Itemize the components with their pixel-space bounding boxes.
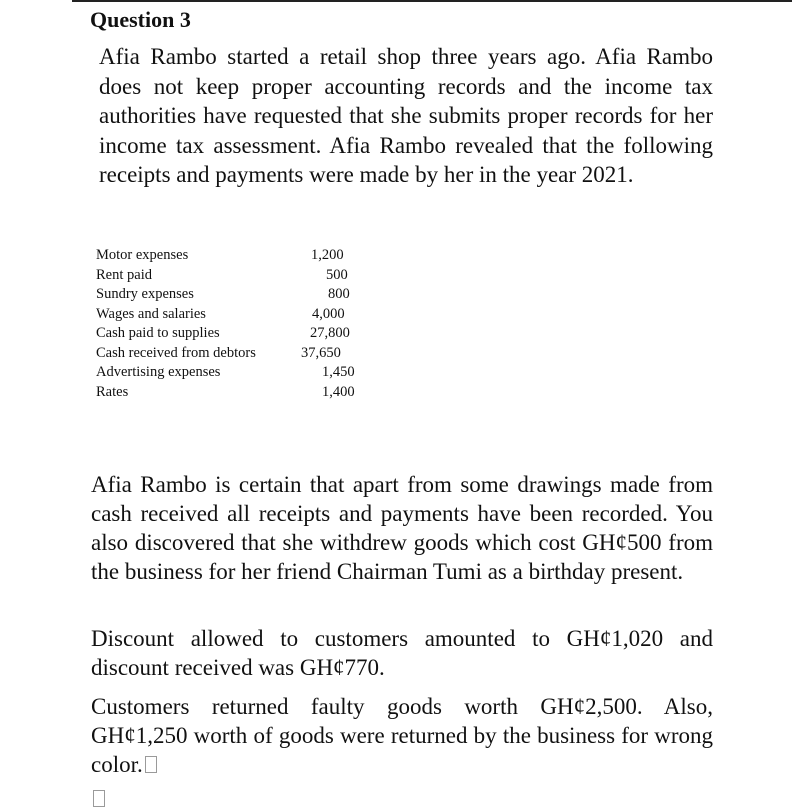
- discount-paragraph: Discount allowed to customers amounted to GH¢1,020 and discount received was GH¢770.: [91, 626, 713, 680]
- ledger-amount: 800: [328, 286, 350, 302]
- receipts-payments-table: [96, 246, 366, 402]
- ledger-label: Wages and salaries: [96, 305, 206, 322]
- ledger-row: [96, 344, 366, 364]
- ledger-row: [96, 266, 366, 286]
- ledger-row: [96, 383, 366, 403]
- ledger-amount: 1,450: [322, 364, 355, 380]
- returns-paragraph: [91, 692, 713, 779]
- ledger-label: Motor expenses: [96, 247, 189, 263]
- drawings-paragraph: Afia Rambo is certain that apart from some drawings made from cash received all receipts and payments have been recorded. You also discovered that she withdrew goods which cost GH¢500 from the business for her friend Chairman Tumi as a birthday present.: [91, 472, 713, 584]
- ledger-label: Rates: [96, 383, 129, 400]
- intro-paragraph: Afia Rambo started a retail shop three years ago. Afia Rambo does not keep proper accounting records and the income tax authorities have requested that she submits proper records for her income tax assessment. Afia Rambo revealed that the following receipts and payments were made by her in the year 2021.: [99, 44, 713, 187]
- ledger-label: Rent paid: [96, 266, 152, 283]
- ledger-amount: 1,400: [322, 383, 355, 400]
- ledger-amount: 500: [326, 266, 348, 283]
- ledger-row: [96, 324, 366, 344]
- ledger-label: Cash received from debtors: [96, 344, 256, 361]
- ledger-amount: 37,650: [301, 344, 341, 361]
- missing-glyph-icon: [145, 756, 157, 773]
- ledger-label: Cash paid to supplies: [96, 325, 220, 341]
- question-title: Question 3: [90, 7, 191, 32]
- ledger-label: Advertising expenses: [96, 364, 221, 380]
- ledger-amount: 27,800: [310, 325, 350, 341]
- ledger-row: [96, 305, 366, 325]
- returns-text: Customers returned faulty goods worth GH¢2,500. Also, GH¢1,250 worth of goods were returned by the business for wrong color.: [91, 694, 713, 777]
- ledger-row: [96, 285, 366, 305]
- ledger-row: [96, 246, 366, 266]
- top-rule: [72, 0, 792, 2]
- ledger-row: [96, 363, 366, 383]
- ledger-label: Sundry expenses: [96, 286, 194, 302]
- ledger-amount: 1,200: [311, 247, 344, 263]
- ledger-amount: 4,000: [312, 305, 345, 322]
- missing-glyph-icon: [93, 790, 105, 807]
